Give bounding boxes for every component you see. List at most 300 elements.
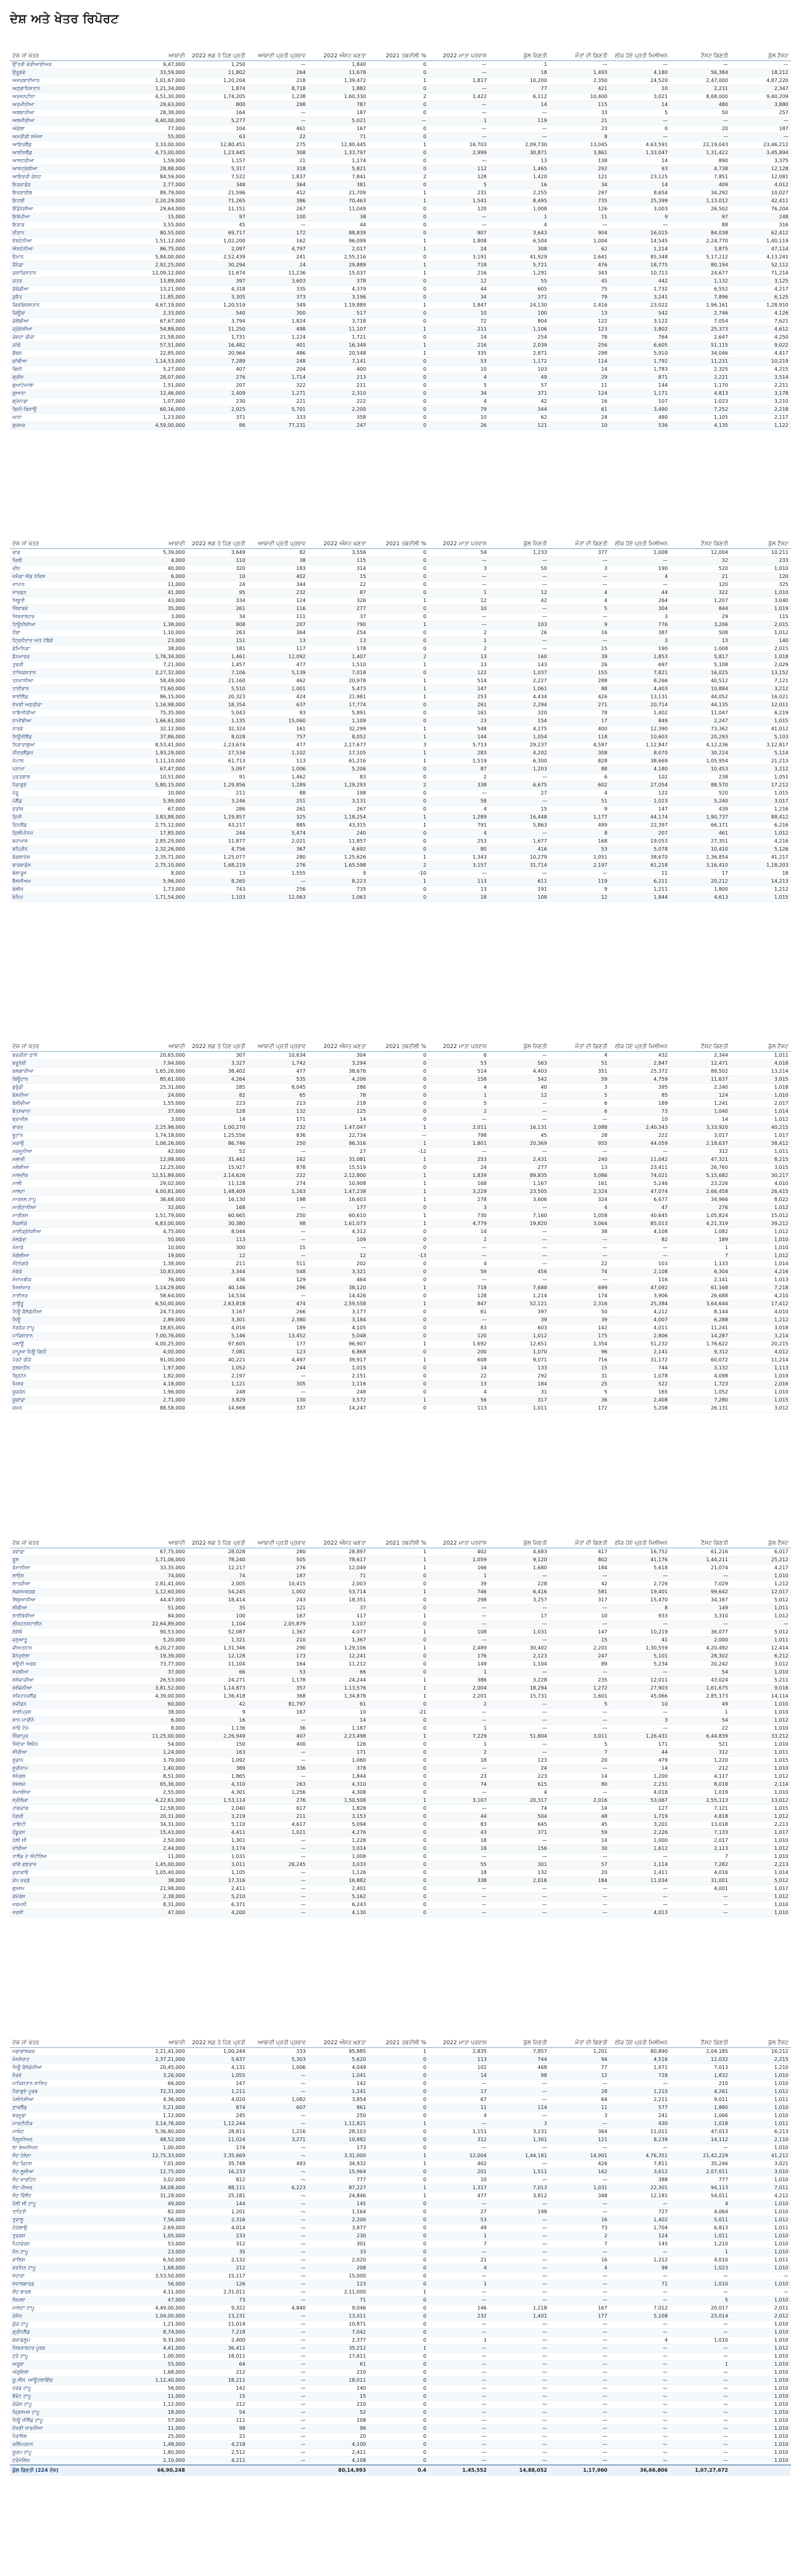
country-name[interactable]: ਹਾਂਗਕਾਂਗ [10,1805,127,1813]
table-row[interactable] [10,117,791,125]
table-row[interactable] [10,1909,791,1917]
country-name[interactable]: ਨਿਊ ਜ਼ੀਲੈਂਡ ਟਾਪੂ [10,2417,127,2425]
column-header[interactable]: ਆਬਾਦੀ [127,527,188,549]
country-name[interactable]: ਲਿਥੁਆਨੀਆ [10,1596,127,1604]
country-name[interactable]: ਬਰਕੀਨਾ ਫ਼ਾਸੋ [10,1052,127,1060]
table-row[interactable] [10,1316,791,1324]
table-row[interactable] [10,406,791,414]
country-name[interactable]: ਲਾਤਵੀਆ [10,1580,127,1588]
country-name[interactable]: ਅਰਜਨਟੀਨਾ [10,93,127,101]
country-name[interactable]: ਵੀਅਤਨਾਮ [10,1645,127,1653]
country-name[interactable]: ਜਮੈਕਾ ਐਂਡ ਨੇਵਿਸ [10,573,127,581]
country-name[interactable]: ਨੇਪਾਲ [10,758,127,766]
country-name[interactable]: ਕੈਨੇਡਾ [10,262,127,270]
country-name[interactable]: ਬ੍ਰਾਜ਼ੀਲ [10,1116,127,1124]
table-row[interactable] [10,2128,791,2136]
table-row[interactable] [10,717,791,725]
table-row[interactable] [10,254,791,262]
table-row[interactable] [10,1140,791,1148]
table-row[interactable] [10,173,791,181]
table-row[interactable] [10,846,791,854]
country-name[interactable]: ਪੇਰੂ [10,790,127,798]
country-name[interactable]: ਅਲਬਾਨੀਆ [10,109,127,117]
table-row[interactable] [10,1901,791,1909]
column-header[interactable]: ਆਬਾਦੀ [127,39,188,61]
table-row[interactable] [10,1132,791,1140]
column-header[interactable]: ਕੁੱਲ ਟੈਸਟ [731,39,791,61]
table-row[interactable] [10,1068,791,1076]
country-name[interactable]: ਕੋਸਟਾ ਰੀਕਾ [10,334,127,342]
table-row[interactable] [10,1220,791,1228]
table-row[interactable] [10,1749,791,1757]
country-name[interactable]: ਲਾ ਰੇਅਨੀਅਨ [10,2144,127,2152]
country-name[interactable]: ਸਾਓ ਟੋਮੇ [10,1725,127,1733]
country-name[interactable]: ਮਾਲਦੀਵ [10,1172,127,1180]
table-row[interactable] [10,2072,791,2080]
country-name[interactable]: ਵਨੁਆਤੂ [10,1637,127,1645]
country-name[interactable]: ਤੁਰਕੀ [10,661,127,669]
table-row[interactable] [10,1324,791,1332]
column-header[interactable]: 2022 ਮਾਤਾ ਪਰਵਾਸ [429,2026,489,2048]
table-row[interactable] [10,1148,791,1156]
column-header[interactable]: ਕੁੱਲ ਟੈਸਟ [731,1527,791,1548]
country-name[interactable]: ਚਿਲੀ [10,557,127,565]
country-name[interactable]: ਚੀਨ [10,565,127,573]
country-name[interactable]: ਕੁਵੈਤ [10,294,127,302]
table-row[interactable] [10,1332,791,1340]
table-row[interactable] [10,1405,791,1413]
table-row[interactable] [10,2313,791,2321]
table-row[interactable] [10,286,791,294]
country-name[interactable]: ਸੇਂਟ ਬਾਰਥ [10,2289,127,2297]
country-name[interactable]: ਫ਼ਿਜੀ [10,814,127,822]
table-row[interactable] [10,854,791,862]
table-row[interactable] [10,1885,791,1893]
table-row[interactable] [10,1276,791,1284]
table-row[interactable] [10,1116,791,1124]
table-row[interactable] [10,701,791,709]
table-row[interactable] [10,2321,791,2329]
country-name[interactable]: ਕੰਬੋਡੀਆ [10,286,127,294]
column-header[interactable]: 2022 ਮਾਤਾ ਪਰਵਾਸ [429,1030,489,1052]
country-name[interactable]: ਅਰਮੀਨੀਆ [10,101,127,109]
country-name[interactable]: ਪਾਪੂਆ ਨਿਊ ਗਿਨੀ [10,1348,127,1356]
country-name[interactable]: ਬੁਰੁੰਡੀ [10,1084,127,1092]
country-name[interactable]: ਰਵਾਂਡਾ [10,1548,127,1556]
country-name[interactable]: ਨਾਇਜੀਰੀਆ [10,709,127,717]
table-row[interactable] [10,1052,791,1060]
table-row[interactable] [10,1709,791,1717]
table-row[interactable] [10,1725,791,1733]
table-row[interactable] [10,1076,791,1084]
country-name[interactable]: ਕੋਮੋਰੋਸ [10,1893,127,1901]
country-name[interactable]: ਕਿਊਬਾ [10,310,127,318]
table-row[interactable] [10,709,791,717]
table-row[interactable] [10,1228,791,1236]
country-name[interactable]: ਉਰੂਗਵੇ [10,69,127,77]
column-header[interactable]: ਮੌਤਾਂ ਦੀ ਗਿਣਤੀ [550,39,610,61]
country-name[interactable]: ਗ੍ਰੀਸ [10,374,127,382]
table-row[interactable] [10,2264,791,2273]
country-name[interactable]: ਸੇਂਟ ਹੇਲੇਨਾ [10,2152,127,2160]
country-name[interactable]: ਆਸਟ੍ਰੇਲੀਆ [10,165,127,173]
column-header[interactable]: ਕੁੱਲ ਟੈਸਟ [731,1030,791,1052]
country-name[interactable]: ਥਾਈਲੈਂਡ [10,693,127,701]
column-header[interactable]: 2022 ਔਸਤ ਘਣਤਾ [308,1527,368,1548]
table-row[interactable] [10,1397,791,1405]
table-row[interactable] [10,2409,791,2417]
table-row[interactable] [10,2353,791,2361]
table-row[interactable] [10,1356,791,1364]
table-row[interactable] [10,1284,791,1292]
table-row[interactable] [10,1092,791,1100]
country-name[interactable]: ਸਿਏਰਾ ਲਿਓਨ [10,1741,127,1749]
table-row[interactable] [10,1572,791,1580]
table-row[interactable] [10,2176,791,2184]
table-row[interactable] [10,1180,791,1188]
country-name[interactable]: ਵਾਲਿਸ [10,2256,127,2264]
column-header[interactable]: ਆਬਾਦੀ [127,2026,188,2048]
country-name[interactable]: ਸੇਂਟ ਪੀਅਰ [10,2184,127,2192]
country-name[interactable]: ਇੰਡੋਨੇਸ਼ੀਆ [10,205,127,213]
table-row[interactable] [10,2088,791,2096]
country-name[interactable]: ਮਡਾਗਾਸਕਰ [10,2048,127,2056]
country-name[interactable]: ਯੂਗਾਂਡਾ [10,1397,127,1405]
country-name[interactable]: ਨਾਮੀਬੀਆ [10,717,127,725]
table-row[interactable] [10,1060,791,1068]
country-name[interactable]: ਫ਼ਰਾਂਸ [10,806,127,814]
table-row[interactable] [10,1268,791,1276]
table-row[interactable] [10,2152,791,2160]
country-name[interactable]: ਵਰਜਿਨ ਟਾਪੂ [10,2264,127,2273]
column-header[interactable]: 2021 ਤਬਦੀਲੀ % [368,1527,429,1548]
column-header[interactable]: 2022 ਔਸਤ ਘਣਤਾ [308,527,368,549]
table-row[interactable] [10,2297,791,2305]
country-name[interactable]: ਜਿਬਰਾਲਟਰ [10,613,127,621]
table-row[interactable] [10,2433,791,2441]
country-name[interactable]: ਬਰਮੂਡਾ [10,2112,127,2120]
country-name[interactable]: ਬੋਸਨੀਆ [10,1092,127,1100]
country-name[interactable]: ਸਾਨ ਮਾਰੀਨੋ [10,1717,127,1725]
column-header[interactable]: 2022 ਲਗ ਤੇ ਹਿਣ ਪ੍ਰਤੀ [188,527,248,549]
country-name[interactable]: ਗੁਆਨਾ [10,390,127,398]
country-name[interactable]: ਸੇਸ਼ਲਜ਼ [10,1781,127,1789]
country-name[interactable]: ਸਵੀਡਨ [10,1701,127,1709]
country-name[interactable]: ਹਾਲੈਂਡ ਦੇ ਐਂਟੀਲਿਜ਼ [10,1853,127,1861]
column-header[interactable]: 2021 ਤਬਦੀਲੀ % [368,39,429,61]
table-row[interactable] [10,2457,791,2466]
table-row[interactable] [10,213,791,221]
table-row[interactable] [10,310,791,318]
country-name[interactable]: ਫ਼ਿਲੀਪੀਨਜ਼ [10,830,127,838]
table-row[interactable] [10,733,791,741]
column-header[interactable]: ਦੇਸ਼ ਜਾਂ ਖੇਤਰ [10,2026,127,2048]
table-row[interactable] [10,2345,791,2353]
country-name[interactable]: ਘਾਨਾ [10,414,127,422]
table-row[interactable] [10,1164,791,1172]
table-row[interactable] [10,2136,791,2144]
country-name[interactable]: ਸੇਂਟ ਮਾਰਟਿਨ [10,2176,127,2184]
country-name[interactable]: ਸਾਈਪ੍ਰਸ [10,1709,127,1717]
table-row[interactable] [10,894,791,902]
table-row[interactable] [10,205,791,213]
country-name[interactable]: ਪਲਾਊ [10,1340,127,1348]
table-row[interactable] [10,1805,791,1813]
column-header[interactable]: ਦੇਸ਼ ਜਾਂ ਖੇਤਰ [10,1527,127,1548]
column-header[interactable]: 2022 ਔਸਤ ਘਣਤਾ [308,39,368,61]
column-header[interactable]: ਦੇਸ਼ ਜਾਂ ਖੇਤਰ [10,1030,127,1052]
table-row[interactable] [10,2048,791,2056]
table-row[interactable] [10,2168,791,2176]
country-name[interactable]: ਪਨਾਮਾ [10,766,127,774]
table-row[interactable] [10,1381,791,1389]
table-row[interactable] [10,358,791,366]
column-header[interactable]: ਮੌਤਾਂ ਦੀ ਗਿਣਤੀ [550,1030,610,1052]
table-row[interactable] [10,1685,791,1693]
country-name[interactable]: ਆਇਵਰੀ ਕੋਸਟ [10,173,127,181]
table-row[interactable] [10,101,791,109]
country-name[interactable]: ਮਾਯੋਟ [10,2128,127,2136]
table-row[interactable] [10,838,791,846]
table-row[interactable] [10,1292,791,1300]
table-row[interactable] [10,1364,791,1373]
table-row[interactable] [10,1637,791,1645]
table-row[interactable] [10,326,791,334]
country-name[interactable]: ਟੋਕੇਲਾਉ [10,2224,127,2232]
country-name[interactable]: ਬਹਿਰੀਨ [10,846,127,854]
column-header[interactable]: ਆਬਾਦੀ [127,1030,188,1052]
table-row[interactable] [10,1596,791,1604]
country-name[interactable]: ਲਾਈਬੇਰੀਆ [10,1612,127,1620]
country-name[interactable]: ਮੈਕਸੀਕੋ [10,1220,127,1228]
table-row[interactable] [10,2385,791,2393]
table-row[interactable] [10,2248,791,2256]
country-name[interactable]: ਗ੍ਰੀਨਲੈਂਡ [10,2329,127,2337]
country-name[interactable]: ਅਮਰੀਕੀ ਸਮੋਆ [10,133,127,141]
country-name[interactable]: ਬਹਾਮਾਸ [10,838,127,846]
country-name[interactable]: ਕੁਰਾਕਾਓ [10,1869,127,1877]
country-name[interactable]: ਤੁਵਾਲੂ [10,2216,127,2224]
table-row[interactable] [10,1236,791,1244]
table-row[interactable] [10,629,791,637]
column-header[interactable]: ਟੈਸਟ ਗਿਣਤੀ [670,1527,731,1548]
table-row[interactable] [10,2425,791,2433]
table-row[interactable] [10,1212,791,1220]
country-name[interactable]: ਫ਼ਿਨਲੈਂਡ [10,822,127,830]
country-name[interactable]: ਰੋਮਾਨੀਆ [10,1564,127,1572]
table-row[interactable] [10,302,791,310]
table-row[interactable] [10,398,791,406]
country-name[interactable]: ਭਾਰਤ [10,1124,127,1132]
column-header[interactable]: ਕੁੱਲ ਟੈਸਟ [731,527,791,549]
country-name[interactable]: ਗੁਆਟੇਮਾਲਾ [10,382,127,390]
country-name[interactable]: ਮਾਰੀਸ਼ਸ [10,1212,127,1220]
column-header[interactable]: ਠੀਕ ਹੋਏ ਪ੍ਰਤੀ ਮਿਲੀਅਨ [610,1030,670,1052]
table-row[interactable] [10,693,791,701]
country-name[interactable]: ਇਜ਼ਰਾਈਲ [10,189,127,197]
table-row[interactable] [10,798,791,806]
column-header[interactable]: ਆਬਾਦੀ ਪ੍ਰਤੀ ਪ੍ਰਭਾਵ [248,527,309,549]
table-row[interactable] [10,766,791,774]
country-name[interactable]: ਕ੍ਰਿਸਮਸ ਟਾਪੂ [10,2409,127,2417]
country-name[interactable]: ਐਸਟੋਨੀਆ [10,246,127,254]
column-header[interactable]: ਟੈਸਟ ਗਿਣਤੀ [670,527,731,549]
table-row[interactable] [10,741,791,749]
country-name[interactable]: ਮੰਗੋਲੀਆ [10,1252,127,1260]
table-row[interactable] [10,806,791,814]
table-row[interactable] [10,109,791,117]
country-name[interactable]: ਸ਼ਿਮਲਾ [10,2297,127,2305]
table-row[interactable] [10,1604,791,1612]
country-name[interactable]: ਤਨਜ਼ਾਨੀਆ [10,677,127,685]
column-header[interactable]: 2021 ਤਬਦੀਲੀ % [368,527,429,549]
table-row[interactable] [10,1300,791,1308]
table-row[interactable] [10,69,791,77]
country-name[interactable]: ਮਾਰਟੀਨੀਕ [10,2120,127,2128]
table-row[interactable] [10,1588,791,1596]
column-header[interactable]: 2022 ਲਗ ਤੇ ਹਿਣ ਪ੍ਰਤੀ [188,2026,248,2048]
country-name[interactable]: ਬੈਲਜੀਅਮ [10,878,127,886]
table-row[interactable] [10,621,791,629]
country-name[interactable]: ਹੋਂਡੂਰਸ [10,1829,127,1837]
country-name[interactable]: ਲੇਸੋਥੋ [10,1629,127,1637]
table-row[interactable] [10,830,791,838]
table-row[interactable] [10,685,791,693]
table-row[interactable] [10,1757,791,1765]
country-name[interactable]: ਸਰਬੀਆ [10,1669,127,1677]
table-row[interactable] [10,774,791,782]
column-header[interactable]: ਦੇਸ਼ ਜਾਂ ਖੇਤਰ [10,39,127,61]
country-name[interactable]: ਸੀਰੀਆ [10,1749,127,1757]
table-row[interactable] [10,2064,791,2072]
country-name[interactable]: ਨਾਈਜਰ [10,1292,127,1300]
table-row[interactable] [10,1084,791,1092]
country-name[interactable]: ਸੇਂਟ ਕਿਟਸ [10,2160,127,2168]
table-row[interactable] [10,294,791,302]
table-row[interactable] [10,1741,791,1749]
country-name[interactable]: ਯੂ.ਐੱਸ. ਆਊਟਲਾਇੰਗ [10,2377,127,2385]
country-name[interactable]: ਕਿਰਗਿਜ਼ਸਤਾਨ [10,302,127,310]
column-header[interactable]: 2022 ਔਸਤ ਘਣਤਾ [308,1030,368,1052]
country-name[interactable]: ਫ਼ਲਸਤੀਨ [10,1364,127,1373]
country-name[interactable]: ਆਇਰਲੈਂਡ [10,141,127,149]
table-row[interactable] [10,1204,791,1212]
country-name[interactable]: ਲੀਖਟਨਸ਼ਟਾਈਨ [10,1620,127,1629]
column-header[interactable]: ਆਬਾਦੀ ਪ੍ਰਤੀ ਪ੍ਰਭਾਵ [248,2026,309,2048]
country-name[interactable]: ਡੋਮਿਨਿਕਾ [10,645,127,653]
country-name[interactable]: ਜਿਬਰਾਲਟਰ ਪੂਰਬ [10,2345,127,2353]
country-name[interactable]: ਪੈਰਾਸੈਲ [10,2433,127,2441]
country-name[interactable]: ਦੱਖਣੀ ਅਫ਼ਰੀਕਾ [10,701,127,709]
table-row[interactable] [10,1701,791,1709]
table-row[interactable] [10,1100,791,1108]
country-name[interactable]: ਗਵਾਡਲੂਪ [10,2337,127,2345]
table-row[interactable] [10,2120,791,2128]
table-row[interactable] [10,2240,791,2248]
country-name[interactable]: ਗਿਨੀ [10,366,127,374]
country-name[interactable]: ਅਰੂਬਾ [10,2361,127,2369]
table-row[interactable] [10,2393,791,2401]
country-name[interactable]: ਨੀਦਰਲੈਂਡਜ਼ [10,749,127,758]
table-row[interactable] [10,605,791,613]
country-name[interactable]: ਹੋਲੀ ਸੀ [10,1837,127,1845]
table-row[interactable] [10,93,791,101]
table-row[interactable] [10,2361,791,2369]
table-row[interactable] [10,2184,791,2192]
table-row[interactable] [10,1781,791,1789]
country-name[interactable]: ਬਲਗਾਰੀਆ [10,1068,127,1076]
table-row[interactable] [10,573,791,581]
table-row[interactable] [10,1837,791,1845]
country-name[interactable]: ਪੋਰਟੋ ਰੀਕੋ [10,1356,127,1364]
table-row[interactable] [10,1580,791,1588]
country-name[interactable]: ਕੋਲੰਬੀਆ [10,318,127,326]
table-row[interactable] [10,749,791,758]
table-row[interactable] [10,181,791,189]
table-row[interactable] [10,1244,791,1252]
table-row[interactable] [10,1308,791,1316]
table-row[interactable] [10,157,791,165]
table-row[interactable] [10,2216,791,2224]
table-row[interactable] [10,189,791,197]
column-header[interactable]: ਟੈਸਟ ਗਿਣਤੀ [670,1030,731,1052]
country-name[interactable]: ਨਾਉਰੂ [10,1300,127,1308]
column-header[interactable]: ਟੈਸਟ ਗਿਣਤੀ [670,39,731,61]
column-header[interactable]: ਕੁੱਲ ਜਿਣਤੀ [489,39,550,61]
country-name[interactable]: ਸਵਿਟਜ਼ਰਲੈਂਡ [10,1693,127,1701]
country-name[interactable]: ਓਮਾਨ [10,254,127,262]
table-row[interactable] [10,725,791,733]
table-row[interactable] [10,1789,791,1797]
country-name[interactable]: ਉੱਤਰੀ ਕੋਰੀਆਈਅਰ [10,61,127,69]
country-name[interactable]: ਇਰਾਕ [10,221,127,229]
country-name[interactable]: ਨਿਊ [10,1316,127,1324]
country-name[interactable]: ਮਾਈਕ੍ਰੋਨੇਸ਼ੀਆ [10,1228,127,1236]
table-row[interactable] [10,2096,791,2104]
table-row[interactable] [10,61,791,69]
table-row[interactable] [10,1829,791,1837]
table-row[interactable] [10,637,791,645]
country-name[interactable]: ਮਾਲਟਾ ਟਾਪੂ [10,2305,127,2313]
table-row[interactable] [10,2208,791,2216]
country-name[interactable]: ਪਾਕਿਸਤਾਨ ਸ਼ਾਸਿਤ [10,2080,127,2088]
table-row[interactable] [10,2305,791,2313]
table-row[interactable] [10,1893,791,1901]
table-row[interactable] [10,790,791,798]
table-row[interactable] [10,133,791,141]
table-row[interactable] [10,589,791,597]
column-header[interactable]: 2022 ਮਾਤਾ ਪਰਵਾਸ [429,39,489,61]
table-row[interactable] [10,390,791,398]
table-row[interactable] [10,1845,791,1853]
country-name[interactable]: ਤੁਰਕਸ [10,2232,127,2240]
country-name[interactable]: ਯੂਰਪ ਟਾਪੂ [10,2449,127,2457]
country-name[interactable]: ਸੇਂਟ ਵਿੰਸੈਂਟ [10,2192,127,2200]
country-name[interactable]: ਮਾਰੀਟਾਨੀਆ [10,1204,127,1212]
country-name[interactable]: ਮਿਆਂਮਾਰ [10,1284,127,1292]
country-name[interactable]: ਮਲੇਸ਼ੀਆ [10,1164,127,1172]
country-name[interactable]: ਪੋਲੀਨੇਸ਼ੀਆ [10,2096,127,2104]
country-name[interactable]: ਜ਼ਾਂਬੀਆ [10,1845,127,1853]
country-name[interactable]: ਸੂਡਾਨ [10,1757,127,1765]
column-header[interactable]: ਆਬਾਦੀ ਪ੍ਰਤੀ ਪ੍ਰਭਾਵ [248,1030,309,1052]
table-row[interactable] [10,886,791,894]
country-name[interactable]: ਕੋਕੋਸ ਟਾਪੂ [10,2401,127,2409]
table-row[interactable] [10,870,791,878]
column-header[interactable]: 2022 ਲਗ ਤੇ ਹਿਣ ਪ੍ਰਤੀ [188,39,248,61]
country-name[interactable]: ਪਾਕਿਸਤਾਨ [10,1332,127,1340]
country-name[interactable]: ਜਰਸੀ [10,1909,127,1917]
